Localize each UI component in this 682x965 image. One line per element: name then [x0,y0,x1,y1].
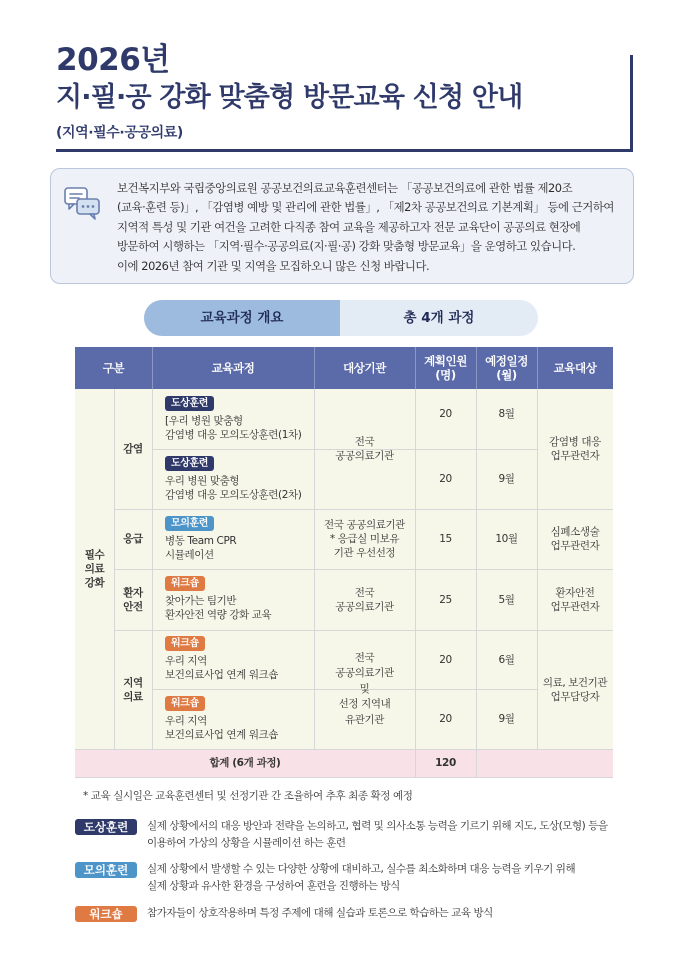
header-category: 구분 [75,347,152,389]
header-frame-horizontal [56,149,633,152]
badge-workshop: 워크숍 [165,576,205,591]
course-cell [165,636,310,682]
planned-count-cell: 25 [439,593,452,606]
course-cell [165,516,310,562]
intro-text [117,179,625,276]
header-divider [537,347,538,389]
target-org-cell: 전국 공공의료기관 * 응급실 미보유 기관 우선선정 [324,519,405,559]
header-audience: 교육대상 [537,347,613,389]
legend-badge-tabletop: 도상훈련 [75,819,137,835]
intro-line: (교육·훈련 등)」, 「감염병 예방 및 관리에 관한 법률」, 「제2차 공공보건의료 기본계획」 등에 근거하여 [117,200,614,215]
page-header [56,30,636,152]
course-name: 우리 지역 보건의료사업 연계 워크숍 [165,715,279,741]
planned-count-cell: 20 [439,713,452,725]
schedule-cell: 9월 [498,713,515,725]
legend-badge-workshop: 워크숍 [75,906,137,922]
subcategory-infection: 감염 [123,443,143,455]
legend-text-workshop: 참가자들이 상호작용하며 특정 주제에 대해 실습과 토론으로 학습하는 교육 방식 [147,907,493,919]
audience-cell: 환자안전 업무관련자 [550,586,600,613]
course-table [75,347,613,777]
course-name: 찾아가는 팀기반 환자안전 역량 강화 교육 [165,595,272,621]
intro-box [50,168,634,284]
chat-bubbles-icon [63,185,103,221]
badge-tabletop-training: 도상훈련 [165,456,214,471]
audience-cell: 감염병 대응 업무관련자 [549,436,601,462]
course-tabs [144,300,538,336]
legend-text-tabletop: 실제 상황에서의 대응 방안과 전략을 논의하고, 협력 및 의사소통 능력을 기르기 위해 지도, 도상(모형) 등을 이용하여 가상의 상황을 시뮬레이션 하는 훈련 [147,820,608,849]
tab-course-overview: 교육과정 개요 [144,300,340,336]
course-cell [165,696,310,742]
audience-cell: 의료, 보건기관 업무담당자 [542,676,608,703]
schedule-cell: 10월 [495,533,518,545]
legend-badge-simulation: 모의훈련 [75,862,137,878]
subcategory-regional: 지역 의료 [123,676,143,703]
header-divider [415,347,416,389]
target-org-cell: 전국 공공의료기관 [335,586,394,613]
course-name: [우리 병원 맞춤형 감염병 대응 모의도상훈련(1차) [165,415,302,441]
badge-simulation-training: 모의훈련 [165,516,214,531]
intro-line: 지역적 특성 및 기관 여건을 고려한 다직종 참여 교육을 제공하고자 전문 교육단이 공공의료 현장에 [117,219,581,234]
course-cell [165,456,310,502]
header-schedule: 예정일정 (월) [476,347,537,389]
header-divider [314,347,315,389]
page-subtitle: (지역·필수·공공의료) [56,125,183,141]
course-name: 병동 Team CPR 시뮬레이션 [165,535,237,561]
schedule-cell: 5월 [498,593,515,606]
header-course: 교육과정 [152,347,314,389]
schedule-cell: 6월 [498,653,515,666]
badge-tabletop-training: 도상훈련 [165,396,214,411]
total-count: 120 [435,757,456,769]
schedule-cell: 9월 [498,473,515,485]
subcategory-patient-safety: 환자 안전 [123,586,143,613]
intro-line: 이에 2026년 참여 기관 및 지역을 모집하오니 많은 신청 바랍니다. [117,258,430,273]
header-divider [476,347,477,389]
grid-line [75,777,613,778]
course-cell [165,396,310,442]
header-frame-vertical [630,55,633,151]
subcategory-emergency: 응급 [123,533,143,545]
header-target-org: 대상기관 [314,347,415,389]
target-org-cell: 전국 공공의료기관 [335,436,394,462]
header-divider [152,347,153,389]
schedule-footnote: * 교육 실시일은 교육훈련센터 및 선정기관 간 조율하여 추후 최종 확정 예정 [83,790,413,802]
legend-text-simulation: 실제 상황에서 발생할 수 있는 다양한 상황에 대비하고, 실수를 최소화하며 대응 능력을 키우기 위해 실제 상황과 유사한 환경을 구성하여 훈련을 진행하는 방식 [147,863,576,892]
badge-workshop: 워크숍 [165,636,205,651]
intro-line: 방문하여 시행하는 「지역·필수·공공의료(지·필·공) 강화 맞춤형 방문교육」을 운영하고 있습니다. [117,239,576,254]
schedule-cell: 8월 [498,408,515,420]
page-title: 지·필·공 강화 맞춤형 방문교육 신청 안내 [56,82,523,113]
badge-workshop: 워크숍 [165,696,205,711]
total-label: 합계 (6개 과정) [209,757,281,769]
intro-line: 보건복지부와 국립중앙의료원 공공보건의료교육훈련센터는 「공공보건의료에 관한 법률 제20조 [117,181,573,195]
audience-cell: 심폐소생술 업무관련자 [550,526,600,552]
planned-count-cell: 15 [439,533,452,545]
course-name: 우리 지역 보건의료사업 연계 워크숍 [165,655,279,681]
planned-count-cell: 20 [439,653,452,666]
course-cell [165,576,310,622]
course-name: 우리 병원 맞춤형 감염병 대응 모의도상훈련(2차) [165,475,302,501]
header-planned-count: 계획인원 (명) [415,347,476,389]
group-label: 필수 의료 강화 [84,549,105,589]
planned-count-cell: 20 [439,473,452,485]
target-org-cell: 전국 공공의료기관 및 선정 지역내 유관기관 [335,651,394,726]
planned-count-cell: 20 [439,408,452,420]
header-year: 2026년 [56,42,170,78]
tab-total-courses: 총 4개 과정 [403,310,475,326]
